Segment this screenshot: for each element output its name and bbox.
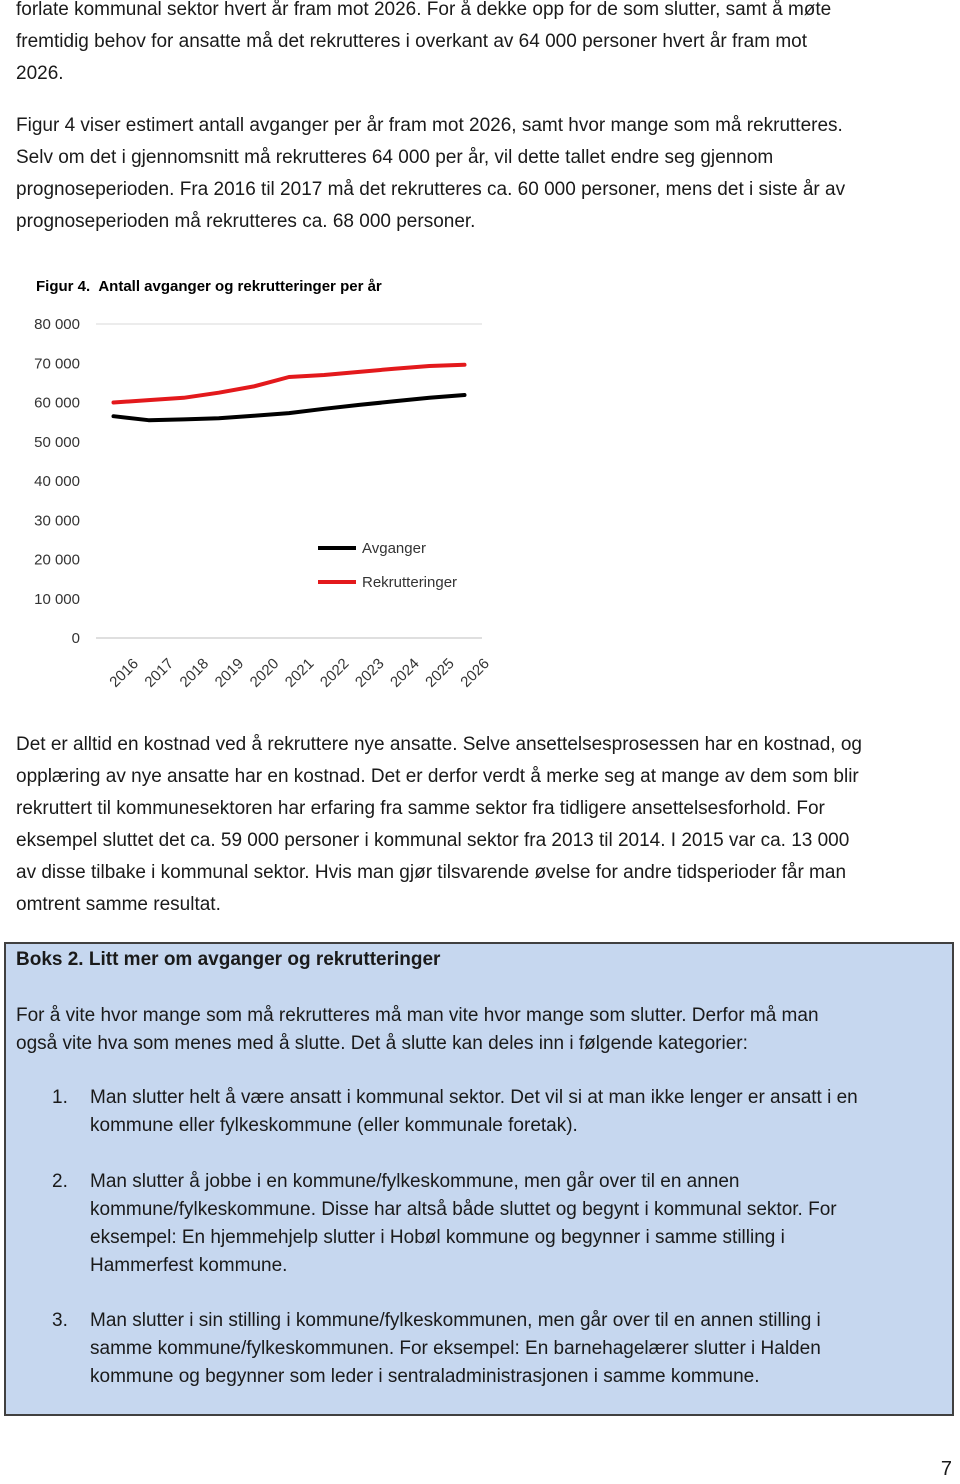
y-tick-label: 10 000 <box>34 590 80 608</box>
text-line: kommune og begynner som leder i sentraladministrasjonen i samme kommune. <box>90 1366 760 1387</box>
legend-label: Avganger <box>362 540 426 557</box>
chart-title <box>36 278 382 295</box>
x-tick-label: 2025 <box>422 655 458 691</box>
legend-label: Rekrutteringer <box>362 574 458 591</box>
text-line: Hammerfest kommune. <box>90 1255 288 1276</box>
series-line-rekrutteringer <box>114 365 465 403</box>
intro-paragraph <box>16 0 946 90</box>
text-line: For å vite hvor mange som må rekrutteres må man vite hvor mange som slutter. Derfor må man <box>16 1005 819 1026</box>
x-tick-label: 2020 <box>246 655 283 691</box>
text-line: av disse tilbake i kommunal sektor. Hvis man gjør tilsvarende øvelse for andre tidsperioder får man <box>16 862 847 883</box>
text-line: Man slutter å jobbe i en kommune/fylkeskommune, men går over til en annen <box>90 1171 740 1192</box>
text-line: 2026. <box>16 63 64 84</box>
x-tick-label: 2022 <box>316 655 353 691</box>
chart-plot-area <box>34 316 493 691</box>
text-line: Man slutter helt å være ansatt i kommunal sektor. Det vil si at man ikke lenger er ansatt i en <box>90 1087 858 1108</box>
text-line: eksempel sluttet det ca. 59 000 personer i kommunal sektor fra 2013 til 2014. I 2015 var ca. 13 000 <box>16 830 850 851</box>
text-line: også vite hva som menes med å slutte. Det å slutte kan deles inn i følgende kategorier: <box>16 1033 748 1054</box>
text-line: kommune eller fylkeskommune (eller kommunale foretak). <box>90 1115 578 1136</box>
text-line: samme kommune/fylkeskommunen. For eksempel: En barnehagelærer slutter i Halden <box>90 1338 821 1359</box>
x-tick-label: 2016 <box>106 655 142 691</box>
x-tick-label: 2023 <box>351 655 388 691</box>
text-line: kommune/fylkeskommune. Disse har altså både sluttet og begynt i kommunal sektor. For <box>90 1199 837 1220</box>
chart-title-prefix: Figur 4. <box>36 278 91 295</box>
list-number: 2. <box>52 1171 68 1192</box>
x-tick-label: 2024 <box>387 655 423 691</box>
figure-description-paragraph <box>16 110 946 238</box>
list-number: 3. <box>52 1310 68 1331</box>
x-tick-label: 2026 <box>457 655 493 691</box>
text-line: prognoseperioden. Fra 2016 til 2017 må det rekrutteres ca. 60 000 personer, mens det i siste år av <box>16 179 846 200</box>
y-tick-label: 50 000 <box>34 433 80 451</box>
line-chart <box>0 268 520 708</box>
page-number: 7 <box>940 1458 952 1480</box>
text-line: omtrent samme resultat. <box>16 894 221 915</box>
text-line: Selv om det i gjennomsnitt må rekrutteres 64 000 per år, vil dette tallet endre seg gjennom <box>16 147 774 168</box>
text-line: prognoseperioden må rekrutteres ca. 68 000 personer. <box>16 211 476 232</box>
text-line: rekruttert til kommunesektoren har erfaring fra samme sektor fra tidligere ansettelsesforhold. For <box>16 798 825 819</box>
x-tick-label: 2021 <box>281 655 318 691</box>
box-intro <box>16 1002 819 1058</box>
y-tick-label: 30 000 <box>34 512 80 530</box>
info-box <box>4 942 954 1416</box>
y-tick-label: 40 000 <box>34 473 80 490</box>
y-tick-label: 20 000 <box>34 551 80 569</box>
text-line: eksempel: En hjemmehjelp slutter i Hobøl kommune og begynner i samme stilling i <box>90 1227 785 1248</box>
x-tick-label: 2019 <box>211 655 248 691</box>
box-title: Boks 2. Litt mer om avganger og rekrutteringer <box>16 949 441 970</box>
text-line: fremtidig behov for ansatte må det rekrutteres i overkant av 64 000 personer hvert år fram mot <box>16 31 807 52</box>
text-line: opplæring av nye ansatte har en kostnad. Det er derfor verdt å merke seg at mange av dem som blir <box>16 766 859 787</box>
text-line: Man slutter i sin stilling i kommune/fylkeskommunen, men går over til en annen stilling i <box>90 1310 821 1331</box>
x-tick-label: 2017 <box>141 655 178 691</box>
list-number: 1. <box>52 1087 68 1108</box>
y-tick-label: 70 000 <box>34 355 80 373</box>
chart-title-text: Antall avganger og rekrutteringer per år <box>98 278 382 295</box>
cost-paragraph <box>16 729 946 921</box>
text-line: Det er alltid en kostnad ved å rekruttere nye ansatte. Selve ansettelsesprosessen har en kostnad, og <box>16 734 863 755</box>
y-tick-label: 80 000 <box>34 316 80 333</box>
y-tick-label: 60 000 <box>34 394 80 412</box>
y-tick-label: 0 <box>71 630 80 647</box>
text-line: Figur 4 viser estimert antall avganger per år fram mot 2026, samt hvor mange som må rekrutteres. <box>16 115 843 136</box>
x-tick-label: 2018 <box>176 655 213 691</box>
text-line: forlate kommunal sektor hvert år fram mot 2026. For å dekke opp for de som slutter, samt å møte <box>16 0 832 20</box>
